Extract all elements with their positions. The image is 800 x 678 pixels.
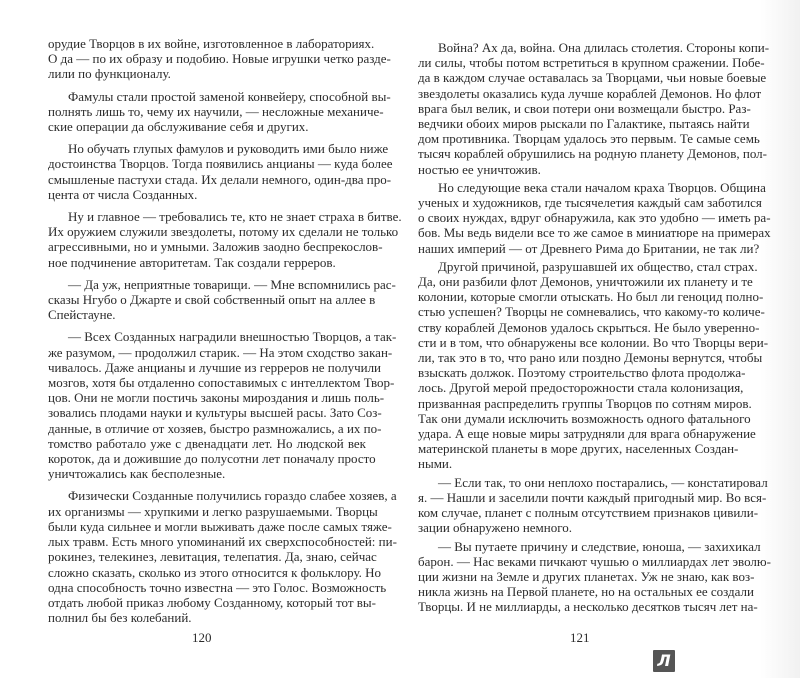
text-line: отдать любой приказ любому Созданному, который тот вы- — [48, 594, 376, 610]
text-line: ными. — [418, 456, 453, 472]
text-line: цента от числа Созданных. — [48, 186, 198, 202]
text-line: данные, в отличие от хозяев, быстро размножались, а их по- — [48, 420, 382, 436]
text-line: о своих нуждах, вдруг обнаружила, как это удобно — иметь ра- — [418, 210, 771, 226]
paragraph — [418, 538, 771, 615]
text-line: — Вы путаете причину и следствие, юноша, — захихикал — [438, 538, 761, 554]
text-line: Другой причиной, разрушавшей их общество, стал страх. — [438, 258, 758, 274]
page-number: 120 — [192, 630, 212, 645]
text-line: ли, так это в то, что рано или поздно Демоны вернутся, чтобы — [418, 350, 763, 366]
text-line: Но обучать глупых фамулов и руководить ими было ниже — [68, 141, 389, 157]
paragraph — [418, 258, 769, 472]
text-line: полнил бы без колебаний. — [48, 610, 192, 626]
text-line: Так они думали исключить возможность одного фатального — [418, 410, 751, 426]
text-line: томство работало уже с двенадцати лет. Но людской век — [48, 435, 366, 451]
text-line: ведчики обоих миров рыскали по Галактике, пытаясь найти — [418, 116, 750, 132]
text-line: Творцы. И не миллиарды, а несколько десятков тысяч лет на- — [418, 599, 758, 615]
text-line: смышленые пастухи стада. Их делали немного, один-два про- — [48, 171, 392, 187]
text-line: дом противника. Творцам удалось это первым. Те самые семь — [418, 131, 760, 147]
text-line: ное подчинение авторитетам. Так создали герреров. — [48, 254, 336, 270]
paragraph — [48, 88, 391, 135]
text-line: Спейстауне. — [48, 307, 116, 323]
text-line: зовались плодами науки и культуры высшей расы. Зато Соз- — [48, 405, 382, 421]
text-line: же разумом, — продолжил старик. — На этом сходство закан- — [48, 344, 393, 360]
text-line: рокинез, телекинез, левитация, телепатия. Да, знаю, сейчас — [48, 549, 377, 565]
paragraph — [48, 329, 397, 482]
text-line: достоинства Творцов. Тогда появились анцианы — куда более — [48, 156, 393, 172]
text-line: призванная распределить группы Творцов по сотням миров. — [418, 395, 752, 411]
text-line: Война? Ах да, война. Она длилась столетия. Стороны копи- — [438, 40, 770, 55]
paragraph — [48, 141, 393, 202]
text-line: врага был велик, и свои потери они возмещали быстро. Раз- — [418, 100, 751, 116]
publisher-logo-icon: Л — [653, 650, 675, 672]
text-line: звездолеты оказались куда лучше кораблей Демонов. Но флот — [418, 85, 762, 101]
text-line: никла жизнь на Первой планете, но на остальных ее создали — [418, 584, 754, 600]
text-line: сказы Нгубо о Джарте и свой собственный опыт на аллее в — [48, 292, 376, 308]
text-line: Физически Созданные получились гораздо слабее хозяев, а — [68, 488, 397, 504]
paragraph — [48, 36, 391, 82]
text-line: ству кораблей Демонов удалось скрыться. Не было уверенно- — [418, 319, 760, 335]
text-line: мозгов, хотя бы отдаленно сопоставимых с интеллектом Твор- — [48, 375, 395, 391]
text-line: тысяч кораблей обрушились на родную планету Демонов, пол- — [418, 146, 767, 162]
text-line: чивалось. Даже анцианы и лучшие из герреров не получили — [48, 359, 382, 375]
text-line: полнять лишь то, чему их научили, — несложные механиче- — [48, 103, 384, 119]
text-line: Да, они разбили флот Демонов, уничтожили их планету и те — [418, 274, 753, 290]
paragraph — [418, 179, 771, 256]
text-line: сти и в том, что обнаружены все колонии. Во что Творцы вери- — [418, 334, 769, 350]
text-line: цов. Они не могли постичь законы мироздания и лишь поль- — [48, 390, 385, 406]
text-line: Фамулы стали простой заменой конвейеру, способной вы- — [68, 88, 391, 104]
text-line: короток, да и дожившие до полусотни лет поначалу просто — [48, 451, 376, 467]
right-page-text — [418, 40, 771, 618]
text-line: барон. — Нас веками пичкают чушью о миллиардах лет эволю- — [418, 553, 771, 569]
text-line: лили по функционалу. — [48, 66, 171, 82]
text-line: колонии, которые смогли отыскать. Но был ли геноцид полно- — [418, 289, 764, 305]
text-line: ученых и художников, где тысячелетия каждый сам заботился — [418, 195, 762, 211]
text-line: Но следующие века стали началом краха Творцов. Община — [438, 179, 766, 195]
text-line: орудие Творцов в их войне, изготовленное в лабораториях. — [48, 36, 375, 51]
text-line: — Да уж, неприятные товарищи. — Мне вспомнились рас- — [68, 276, 396, 292]
text-line: Их оружием служили звездолеты, потому их сделали не только — [48, 224, 399, 240]
text-line: сложно сказать, сколько из этого относится к фольклору. Но — [48, 564, 382, 580]
text-line: да в каждом случае оставалась за Творцами, чьи новые боевые — [418, 70, 767, 86]
text-line: ские операции да обслуживание себя и других. — [48, 119, 309, 135]
left-page-text — [48, 36, 402, 632]
text-line: были куда сильнее и могли выживать даже после самых тяже- — [48, 518, 392, 534]
text-line: зации обнаружено немного. — [418, 520, 572, 536]
page-number: 121 — [570, 630, 590, 645]
text-line: ностью ее уничтожив. — [418, 161, 541, 177]
paragraph — [418, 40, 770, 177]
text-line: агрессивными, но и умными. Заложив заодно беспрекослов- — [48, 239, 383, 255]
text-line: — Всех Созданных наградили внешностью Творцов, а так- — [68, 329, 397, 345]
text-line: — Если так, то они неплохо постарались, — констатировал — [438, 474, 768, 490]
text-line: я. — Нашли и заселили почти каждый пригодный мир. Во вся- — [418, 489, 767, 505]
text-line: взыскать должок. Поэтому строительство флота продолжа- — [418, 365, 746, 381]
text-line: стью успешен? Творцы не сомневались, что какому-то количе- — [418, 304, 765, 320]
paragraph — [48, 488, 397, 626]
text-line: ции жизни на Земле и других планетах. Уж не знаю, как воз- — [418, 568, 755, 584]
text-line: материнской планеты в море других, населенных Создан- — [418, 441, 739, 457]
text-line: лось. Другой мерой предосторожности стала колонизация, — [418, 380, 744, 396]
paragraph — [48, 209, 402, 270]
text-line: Ну и главное — требовались те, кто не знает страха в битве. — [68, 209, 402, 225]
text-line: их организмы — хрупкими и легко разрушаемыми. Творцы — [48, 503, 378, 519]
text-line: удара. А еще новые миры затрудняли для врага обнаружение — [418, 426, 756, 442]
right-page — [400, 0, 800, 678]
text-line: наших империй — от Древнего Рима до Британии, не так ли? — [418, 240, 760, 256]
paragraph — [418, 474, 768, 536]
text-line: ли силы, чтобы потом встретиться в крупном сражении. Побе- — [418, 55, 765, 71]
text-line: О да — по их образу и подобию. Новые игрушки четко разде- — [48, 51, 391, 67]
paragraph — [48, 276, 396, 323]
text-line: одна способность точно известна — это Голос. Возможность — [48, 579, 387, 595]
text-line: уничтожались как бесполезные. — [48, 466, 226, 482]
text-line: бов. Мы ведь видели все то же самое в миниатюре на примерах — [418, 225, 771, 241]
text-line: лых травм. Есть много упоминаний их сверхспособностей: пи- — [48, 534, 397, 550]
text-line: ком случае, планет с полным отсутствием признаков цивили- — [418, 505, 759, 521]
